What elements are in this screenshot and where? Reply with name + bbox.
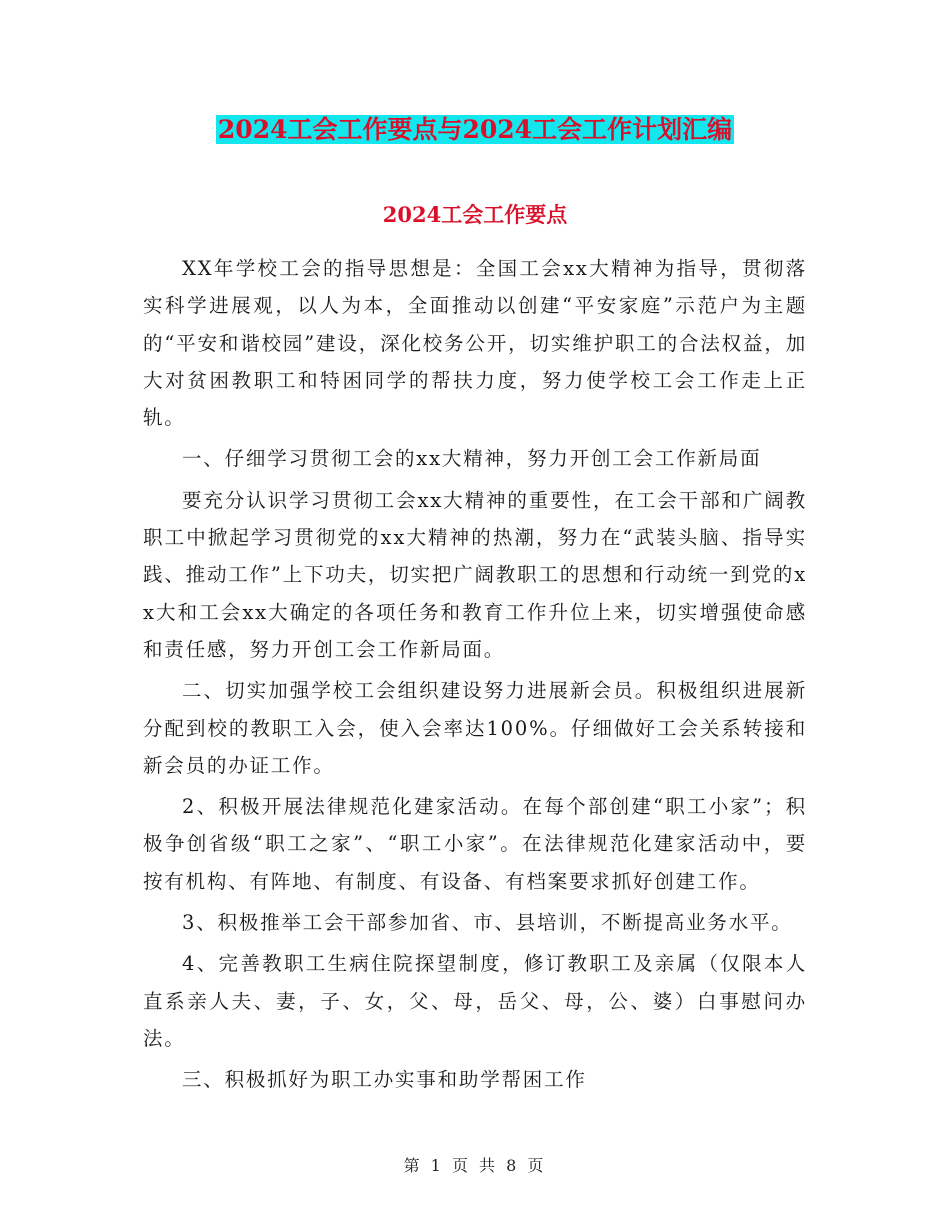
document-title-highlight: 2024工会工作要点与2024工会工作计划汇编 [217,115,733,144]
paragraph-guiding-thought: XX年学校工会的指导思想是：全国工会xx大精神为指导，贯彻落实科学进展观，以人为本，全面推动以创建“平安家庭”示范户为主题的“平安和谐校园”建设，深化校务公开，切实维护职工的合法权益，加大对贫困教职工和特困同学的帮扶力度，努力使学校工会工作走上正轨。 [143,257,807,430]
document-body [143,250,807,1103]
paragraph-study-spirit: 要充分认识学习贯彻工会xx大精神的重要性，在工会干部和广阔教职工中掀起学习贯彻党的xx大精神的热潮，努力在“武装头脑、指导实践、推动工作”上下功夫，切实把广阔教职工的思想和行动统一到党的xx大和工会xx大确定的各项任务和教育工作升位上来，切实增强使命感和责任感，努力开创工会工作新局面。 [143,488,807,661]
page-footer: 第 1 页 共 8 页 [403,1156,547,1175]
paragraph-heading-one: 一、仔细学习贯彻工会的xx大精神，努力开创工会工作新局面 [182,447,762,471]
paragraph-item-2: 2、积极开展法律规范化建家活动。在每个部创建“职工小家”；积极争创省级“职工之家”、“职工小家”。在法律规范化建家活动中，要按有机构、有阵地、有制度、有设备、有档案要求抓好创建工作。 [143,795,807,893]
paragraph-item-3: 3、积极推举工会干部参加省、市、县培训，不断提高业务水平。 [182,911,793,935]
section-title: 2024工会工作要点 [382,202,568,227]
paragraph-heading-two: 二、切实加强学校工会组织建设努力进展新会员。积极组织进展新分配到校的教职工入会，使入会率达100%。仔细做好工会关系转接和新会员的办证工作。 [143,679,807,777]
paragraph-item-4: 4、完善教职工生病住院探望制度，修订教职工及亲属（仅限本人直系亲人夫、妻，子、女，父、母，岳父、母，公、婆）白事慰问办法。 [143,952,807,1050]
document-title [0,112,950,148]
paragraph-heading-three: 三、积极抓好为职工办实事和助学帮困工作 [182,1068,587,1092]
